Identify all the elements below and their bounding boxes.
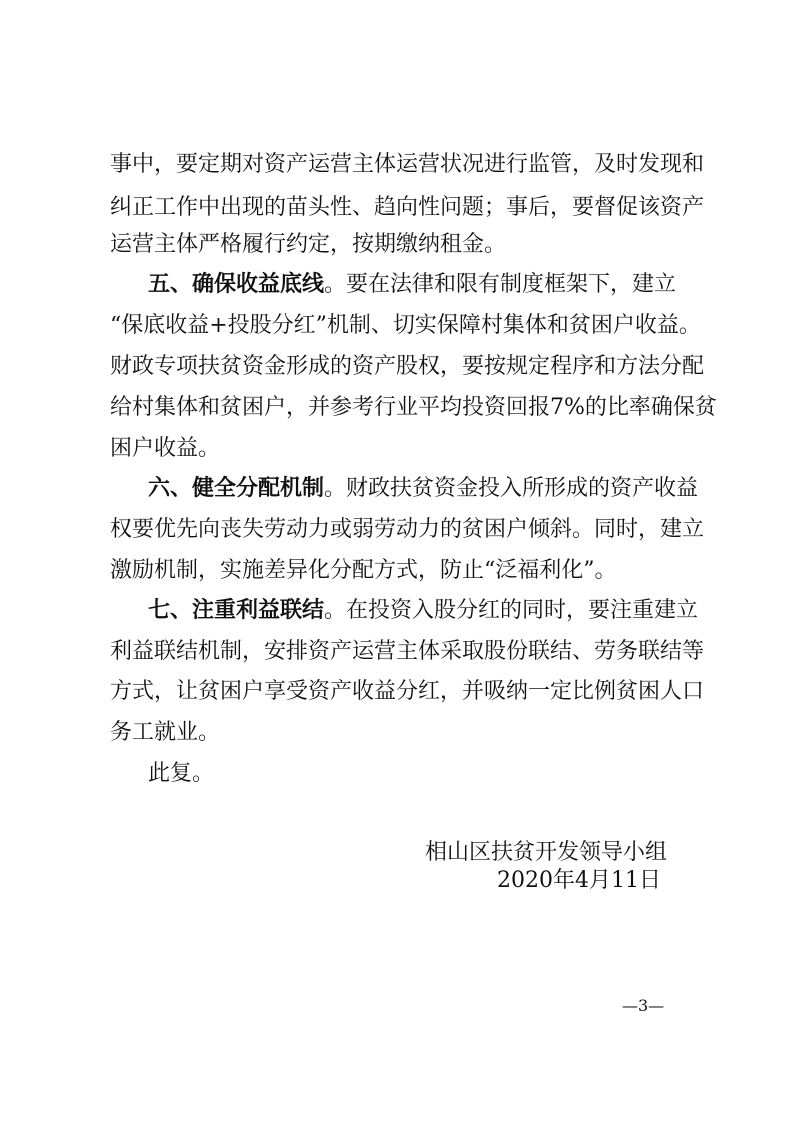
paragraph-text: 利益联结机制，安排资产运营主体采取股份联结、劳务联结等 [110, 639, 705, 664]
paragraph-text: 困户收益。 [110, 436, 221, 461]
paragraph-text: 务工就业。 [110, 720, 221, 745]
closing-line [0, 756, 793, 792]
paragraph-line [0, 634, 793, 670]
section-7-text: 。在投资入股分红的同时，要注重建立 [324, 598, 699, 623]
paragraph-line [0, 308, 793, 344]
paragraph-line [0, 512, 793, 548]
paragraph-text: 纠正工作中出现的苗头性、趋向性问题；事后，要督促该资产 [110, 195, 705, 220]
signature-date: 2020年4月11日 [497, 868, 661, 893]
paragraph-line [0, 553, 793, 589]
paragraph-line [0, 674, 793, 710]
paragraph-text: 给村集体和贫困户，并参考行业平均投资回报7%的比率确保贫 [110, 395, 717, 420]
paragraph-text: 运营主体严格履行约定，按期缴纳租金。 [110, 232, 507, 257]
section-7-first-line [0, 593, 793, 629]
paragraph-line [0, 349, 793, 385]
closing-text: 此复。 [148, 761, 215, 786]
signature-org: 相山区扶贫开发领导小组 [425, 840, 668, 865]
paragraph-text: “保底收益+投股分红”机制、切实保障村集体和贫困户收益。 [110, 313, 701, 338]
paragraph-line [0, 715, 793, 751]
page-number: —3— [622, 996, 665, 1015]
paragraph-line [0, 190, 793, 226]
section-6-first-line [0, 471, 793, 507]
paragraph-text: 财政专项扶贫资金形成的资产股权，要按规定程序和方法分配 [110, 354, 705, 379]
paragraph-text: 事中，要定期对资产运营主体运营状况进行监管，及时发现和 [110, 152, 705, 177]
section-6-heading: 六、健全分配机制 [148, 476, 325, 501]
paragraph-text: 激励机制，实施差异化分配方式，防止“泛福利化”。 [110, 558, 617, 583]
section-5-first-line [0, 267, 793, 303]
section-5-text: 。要在法律和限有制度框架下，建立 [324, 272, 677, 297]
paragraph-text: 方式，让贫困户享受资产收益分红，并吸纳一定比例贫困人口 [110, 679, 705, 704]
paragraph-line [0, 431, 793, 467]
paragraph-text: 权要优先向丧失劳动力或弱劳动力的贫困户倾斜。同时，建立 [110, 517, 705, 542]
section-5-heading: 五、确保收益底线 [148, 272, 325, 297]
paragraph-line [0, 147, 793, 183]
section-6-text: 。财政扶贫资金投入所形成的资产收益 [324, 476, 699, 501]
paragraph-line [0, 390, 793, 426]
section-7-heading: 七、注重利益联结 [148, 598, 325, 623]
paragraph-line [0, 227, 793, 263]
